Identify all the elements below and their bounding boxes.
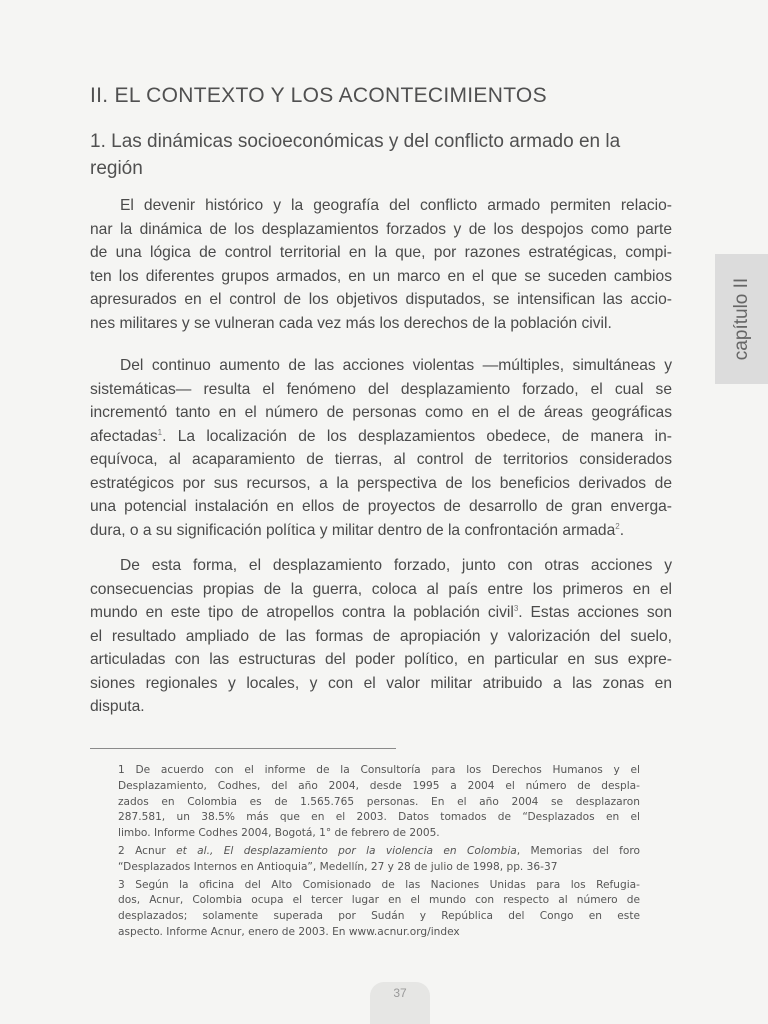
paragraph-line: disputa. <box>90 698 145 715</box>
paragraph-line: articuladas con las estructuras del poder político, en particular en sus expre- <box>90 651 672 668</box>
paragraph-text: . Estas acciones son <box>518 604 672 621</box>
chapter-heading: II. EL CONTEXTO Y LOS ACONTECIMIENTOS <box>90 84 547 107</box>
paragraph-line: sistemáticas— resulta el fenómeno del desplazamiento forzado, el cual se <box>90 380 672 398</box>
footnote-text: , Memorias del foro <box>516 844 640 857</box>
body-paragraph-3 <box>90 554 672 719</box>
paragraph-line: equívoca, al acaparamiento de tierras, al control de territorios considerados <box>90 451 672 468</box>
footnote-line: aspecto. Informe Acnur, enero de 2003. En www.acnur.org/index <box>118 925 460 938</box>
body-paragraph-2 <box>90 354 672 542</box>
footnote-title: et al., El desplazamiento por la violencia en Colombia <box>176 844 517 857</box>
chapter-tab-label: capítulo II <box>730 277 752 361</box>
paragraph-line: Del continuo aumento de las acciones violentas —múltiples, simultáneas y <box>120 357 672 374</box>
paragraph-line: una potencial instalación en ellos de proyectos de desarrollo de gran enverga- <box>90 498 672 515</box>
footnote-ref-2[interactable]: 2 <box>615 521 620 531</box>
footnote-text: 2 Acnur <box>118 844 177 857</box>
paragraph-line: ten los diferentes grupos armados, en un marco en el que se suceden cambios <box>90 267 672 285</box>
paragraph-text: afectadas <box>90 427 158 445</box>
paragraph-line: el resultado ampliado de las formas de apropiación y valorización del suelo, <box>90 627 672 645</box>
paragraph-text: dura, o a su significación política y militar dentro de la confrontación armada <box>90 521 616 539</box>
footnote-1 <box>118 763 640 842</box>
paragraph-text: . <box>619 521 625 539</box>
footnote-ref-3[interactable]: 3 <box>513 603 519 613</box>
footnote-line: dos, Acnur, Colombia ocupa el tercer lugar en el mundo con respecto al número de <box>118 894 640 907</box>
paragraph-line <box>60 519 672 543</box>
chapter-side-tab <box>715 254 768 384</box>
footnote-line: “Desplazados Internos en Antioquia”, Medellín, 27 y 28 de julio de 1998, pp. 36-37 <box>118 860 558 873</box>
paragraph-text: . La localización de los desplazamientos obedece, de manera in- <box>162 427 672 445</box>
paragraph-line: De esta forma, el desplazamiento forzado, junto con otras acciones y <box>120 557 672 574</box>
paragraph-line <box>60 425 672 449</box>
paragraph-text: mundo en este tipo de atropellos contra la población civil <box>90 604 514 621</box>
paragraph-line <box>60 601 672 625</box>
section-heading: 1. Las dinámicas socioeconómicas y del conflicto armado en la región <box>90 131 621 179</box>
paragraph-line: nes militares y se vulneran cada vez más los derechos de la población civil. <box>90 314 612 332</box>
paragraph-line: apresurados en el control de los objetivos disputados, se intensifican las accio- <box>90 291 672 308</box>
footnote-2 <box>118 844 640 876</box>
footnote-line: 287.581, un 38.5% más que en el 2003. Datos tomados de “Desplazados en el <box>118 811 640 824</box>
footnote-3 <box>118 878 640 941</box>
footnote-divider <box>90 748 396 749</box>
paragraph-line: incrementó tanto en el número de personas como en el de áreas geográficas <box>90 404 672 421</box>
paragraph-line: El devenir histórico y la geografía del conflicto armado permiten relacio- <box>120 197 672 214</box>
paragraph-line: de una lógica de control territorial en la que, por razones estratégicas, compi- <box>90 244 672 261</box>
footnote-line <box>118 844 640 860</box>
footnote-line: 3 Según la oficina del Alto Comisionado de las Naciones Unidas para los Refugia- <box>118 878 640 891</box>
footnote-line: zados en Colombia es de 1.565.765 personas. En el año 2004 se desplazaron <box>118 795 640 808</box>
page-number: 37 <box>370 982 430 1024</box>
paragraph-line: nar la dinámica de los desplazamientos forzados y de los despojos como parte <box>90 220 672 238</box>
footnote-line: 1 De acuerdo con el informe de la Consultoría para los Derechos Humanos y el <box>118 764 640 776</box>
footnote-line: Desplazamiento, Codhes, del año 2004, desde 1995 a 2004 el número de despla- <box>118 779 640 792</box>
paragraph-line: consecuencias propias de la guerra, coloca al país entre los primeros en el <box>90 580 672 598</box>
footnote-ref-1[interactable]: 1 <box>157 427 163 437</box>
footnote-line: desplazados; solamente superada por Sudán y República del Congo en este <box>118 910 640 923</box>
footnote-line: limbo. Informe Codhes 2004, Bogotá, 1° de febrero de 2005. <box>118 827 440 840</box>
body-paragraph-1 <box>90 194 672 335</box>
footnotes <box>118 763 640 943</box>
paragraph-line: estratégicos por sus recursos, a la perspectiva de los beneficios derivados de <box>90 474 672 492</box>
paragraph-line: siones regionales y locales, y con el valor militar atribuido a las zonas en <box>90 674 672 692</box>
